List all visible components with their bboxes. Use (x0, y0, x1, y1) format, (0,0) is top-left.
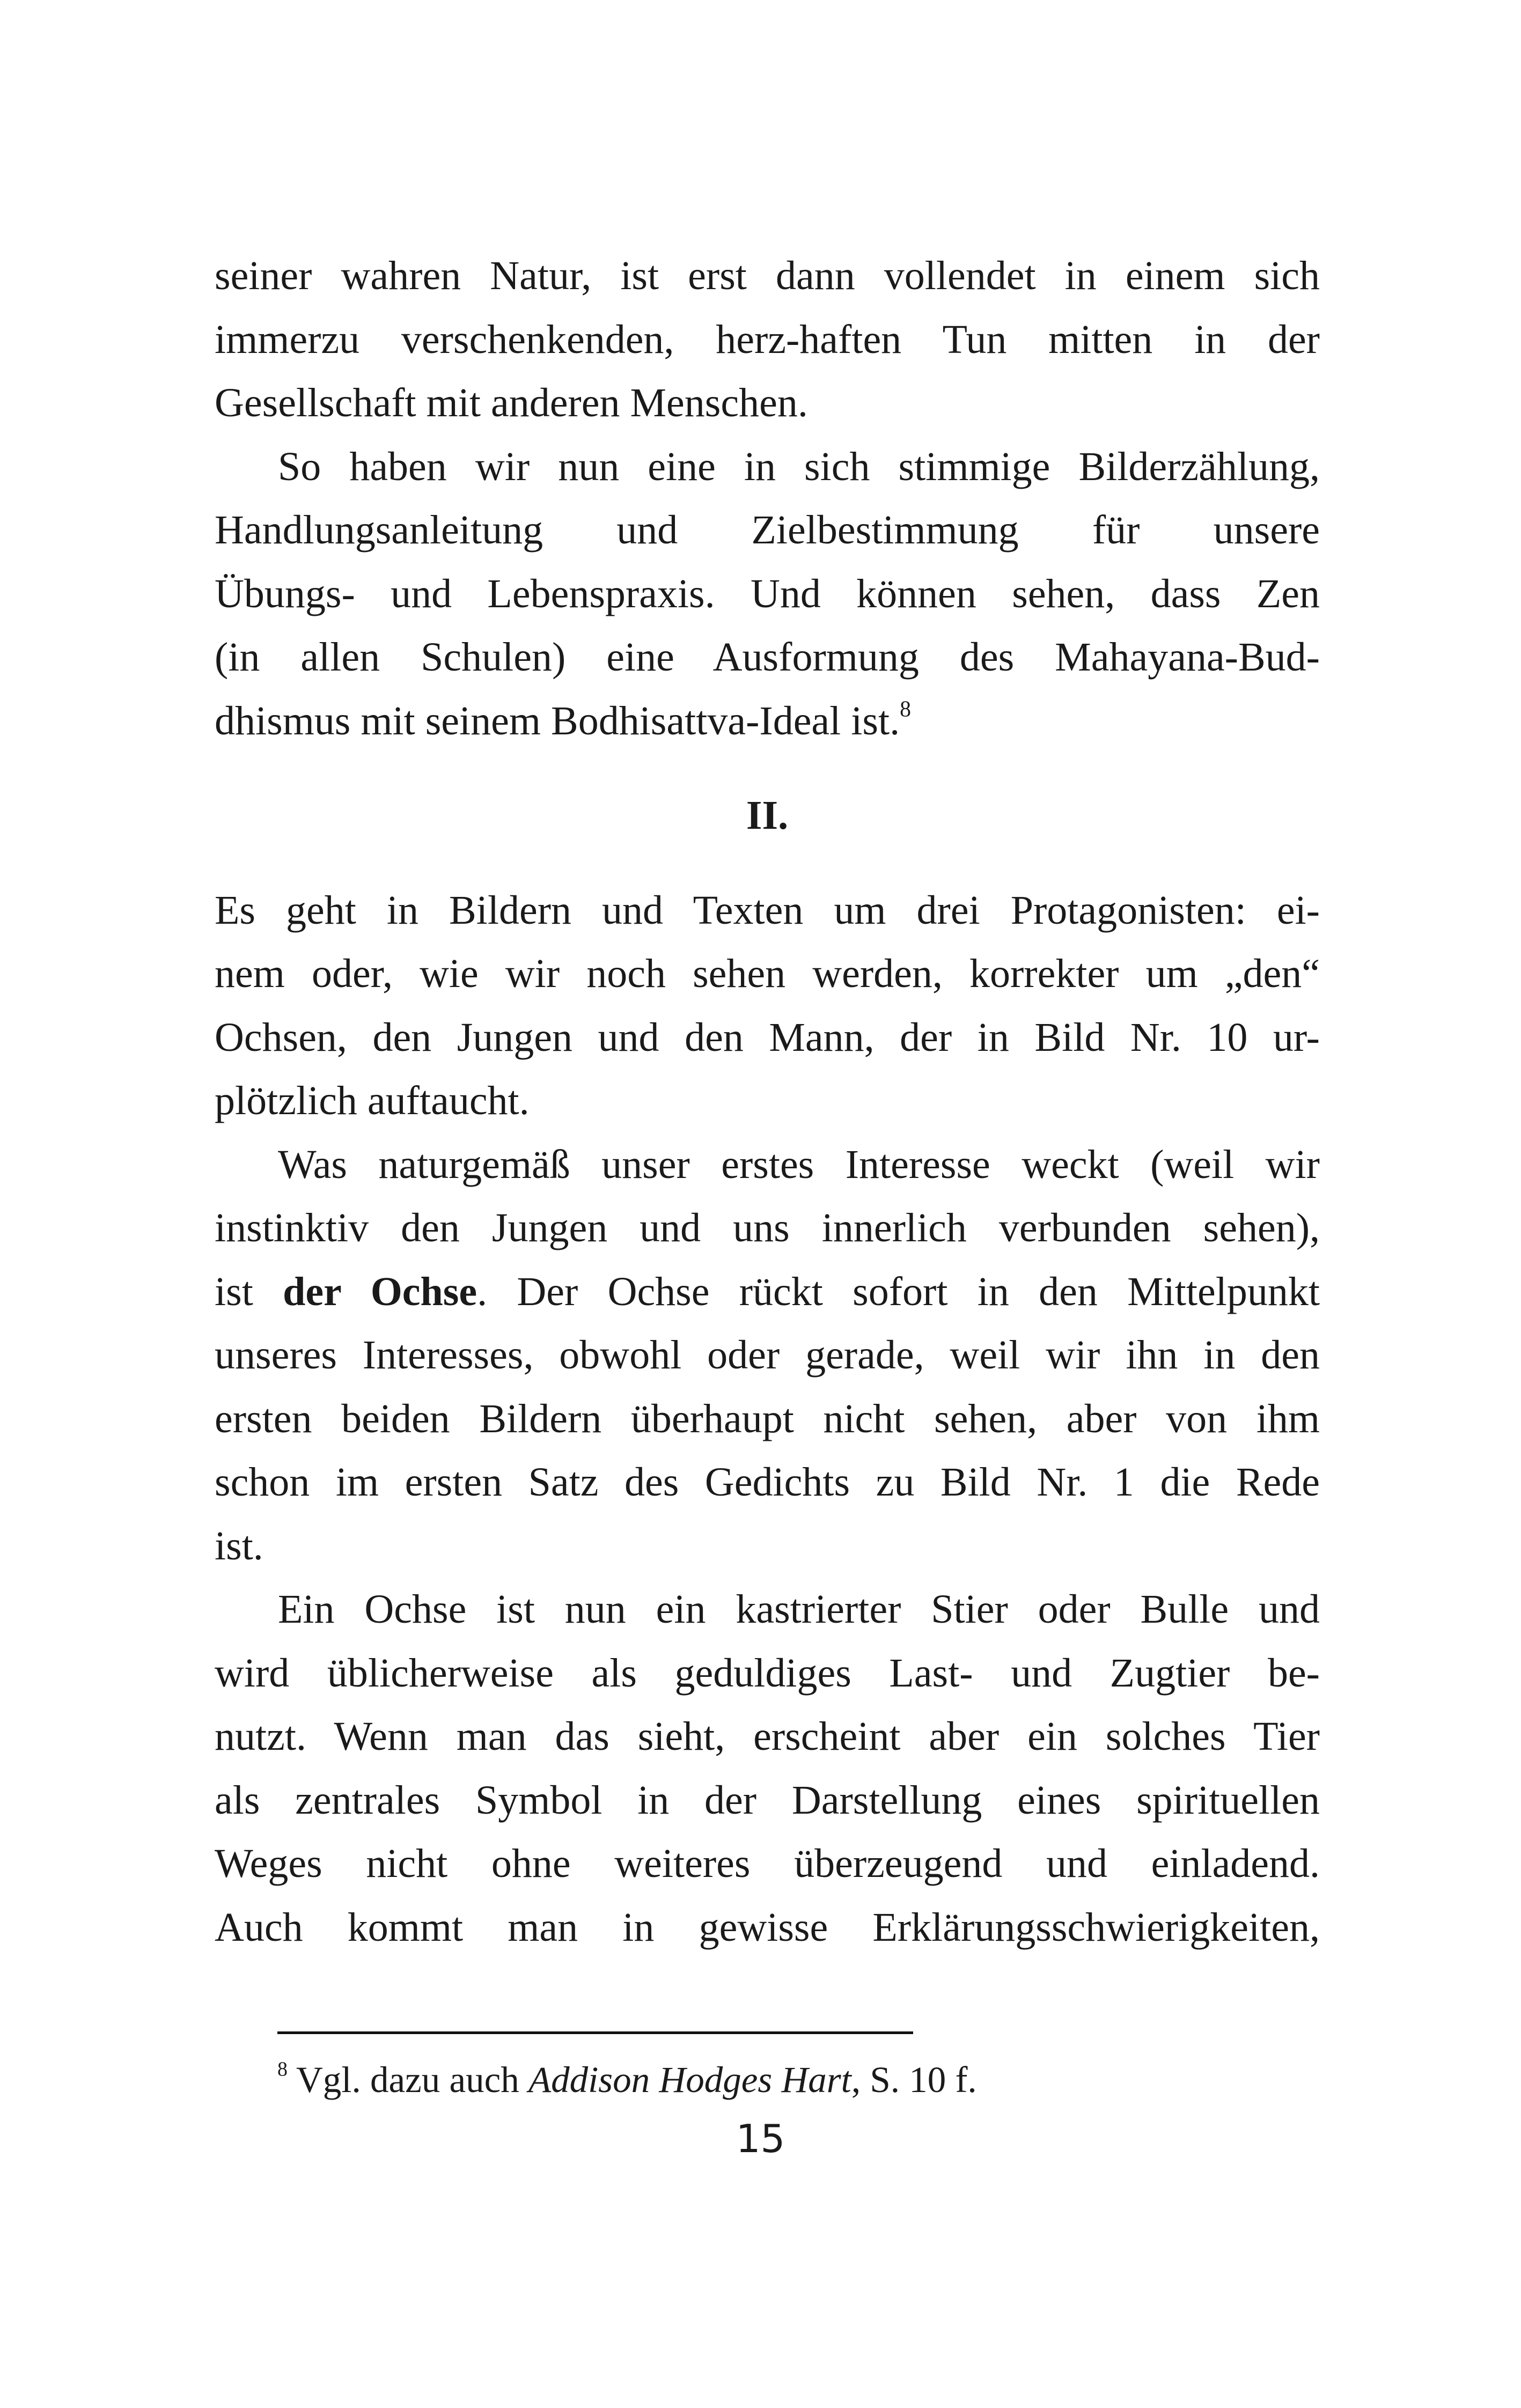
text-line: instinktiv den Jungen und uns innerlich verbunden sehen), (215, 1205, 1320, 1250)
text-line: Auch kommt man in gewisse Erklärungsschwierigkeiten, (215, 1904, 1320, 1950)
text-line: So haben wir nun eine in sich stimmige Bilderzählung, (278, 444, 1320, 489)
footnote-text: Vgl. dazu auch (287, 2059, 528, 2100)
footnote-number: 8 (277, 2058, 288, 2081)
text-line: dhismus mit seinem Bodhisattva-Ideal ist. (215, 698, 900, 743)
text-line: plötzlich auftaucht. (215, 1078, 530, 1123)
text-fragment: ist (215, 1269, 283, 1314)
text-line: nem oder, wie wir noch sehen werden, korrekter um „den“ (215, 951, 1320, 996)
main-text (215, 244, 1320, 1959)
footnote-divider (277, 2031, 913, 2034)
text-line: als zentrales Symbol in der Darstellung eines spirituellen (215, 1777, 1320, 1823)
text-line: Es geht in Bildern und Texten um drei Protagonisten: ei- (215, 887, 1320, 933)
text-line: Gesellschaft mit anderen Menschen. (215, 380, 808, 425)
paragraph-3 (215, 879, 1320, 1133)
footnote-text: , S. 10 f. (851, 2059, 977, 2100)
footnote-reference[interactable]: 8 (900, 697, 911, 722)
text-line: (in allen Schulen) eine Ausformung des Mahayana-Bud- (215, 635, 1320, 680)
page-number: 15 (736, 2116, 785, 2161)
paragraph-4 (215, 1133, 1320, 1578)
text-fragment: . Der Ochse rückt sofort in den Mittelpunkt (477, 1269, 1320, 1314)
footnote-author: Addison Hodges Hart (528, 2059, 851, 2100)
text-line: wird üblicherweise als geduldiges Last- und Zugtier be- (215, 1650, 1320, 1696)
text-line-with-footnote (215, 689, 1320, 753)
text-line: Ein Ochse ist nun ein kastrierter Stier oder Bulle und (278, 1587, 1320, 1632)
paragraph-5 (215, 1578, 1320, 1959)
text-line: Was naturgemäß unser erstes Interesse weckt (weil wir (278, 1142, 1320, 1187)
text-line: unseres Interesses, obwohl oder gerade, weil wir ihn in den (215, 1332, 1320, 1378)
paragraph-1 (215, 244, 1320, 435)
text-line: Übungs- und Lebenspraxis. Und können sehen, dass Zen (215, 571, 1320, 616)
text-line: schon im ersten Satz des Gedichts zu Bild Nr. 1 die Rede (215, 1460, 1320, 1505)
text-line: Handlungsanleitung und Zielbestimmung für unsere (215, 507, 1320, 553)
footnote (277, 2056, 1297, 2104)
text-line: ersten beiden Bildern überhaupt nicht sehen, aber von ihm (215, 1396, 1320, 1441)
text-line: Weges nicht ohne weiteres überzeugend und einladend. (215, 1841, 1320, 1886)
bold-term: der Ochse (283, 1269, 477, 1314)
text-line: Ochsen, den Jungen und den Mann, der in Bild Nr. 10 ur- (215, 1014, 1320, 1060)
text-line: ist. (215, 1523, 263, 1568)
text-line: nutzt. Wenn man das sieht, erscheint aber ein solches Tier (215, 1714, 1320, 1759)
text-line-with-bold (215, 1260, 1320, 1324)
paragraph-2 (215, 435, 1320, 753)
section-heading: II. (746, 793, 789, 838)
text-line: seiner wahren Natur, ist erst dann vollendet in einem sich (215, 253, 1320, 298)
text-line: immerzu verschenkenden, herz-haften Tun mitten in der (215, 316, 1320, 362)
